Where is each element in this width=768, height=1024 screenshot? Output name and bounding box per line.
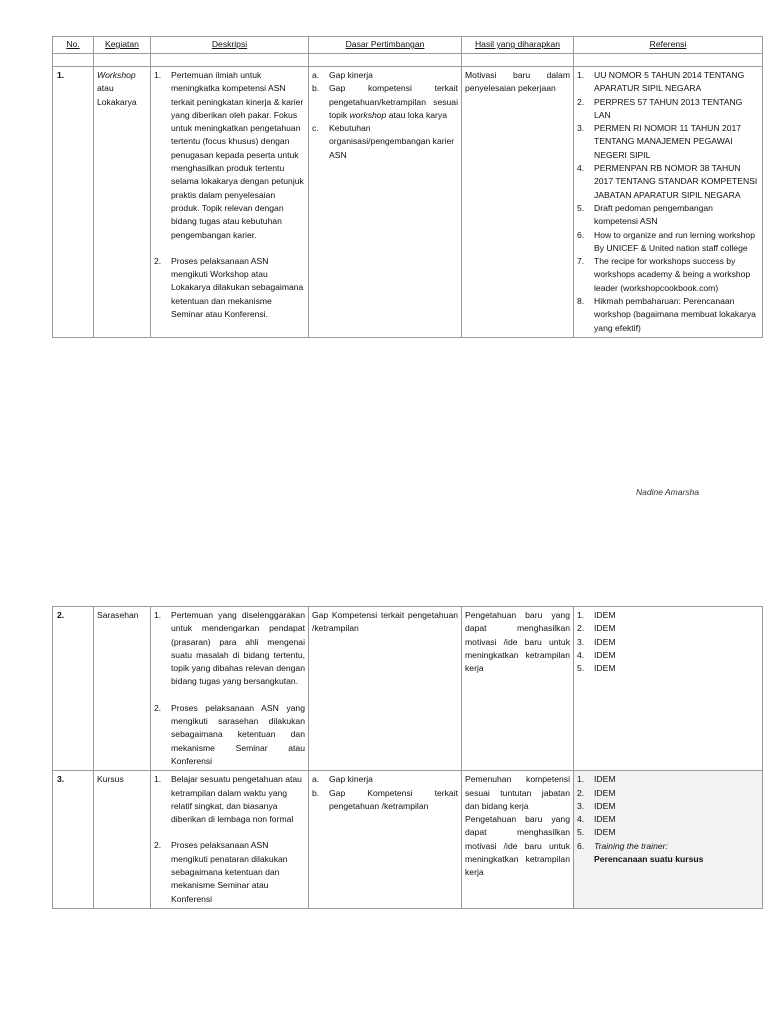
list-item: 2. PERPRES 57 TAHUN 2013 TENTANG LAN [577,96,743,120]
referensi-cell [574,771,763,909]
list-item: 1. IDEM [577,610,616,620]
kegiatan-text: atau Lokakarya [97,83,137,107]
deskripsi-cell [151,607,309,771]
list-item: 5. IDEM [577,827,616,838]
hasil-cell: Motivasi baru dalam penyelesaian pekerjaan [462,67,574,338]
list-item: 1. Belajar sesuatu pengetahuan atau ketrampilan dalam waktu yang relatif singkat, dan biasanya diberikan di lembaga non formal [154,774,302,825]
deskripsi-cell [151,771,309,909]
kegiatan-cell [94,67,151,338]
row-number: 3. [53,771,94,909]
list-item: 2. Proses pelaksanaan ASN mengikuti penataran dilakukan sebagaimana ketentuan dan mekanisme Seminar atau Konferensi [154,840,288,904]
header-hasil: Hasil yang diharapkan [462,37,574,54]
list-item: 2. Proses pelaksanaan ASN mengikuti Workshop atau Lokakarya dilakukan sebagaimana ketentuan dan mekanisme Seminar atau Konferensi. [154,255,304,320]
list-item: 4. IDEM [577,814,616,825]
list-item: 1. Pertemuan yang diselenggarakan untuk mendengarkan pendapat (prasaran) para ahli mengenai suatu masalah di bidang tertentu, topik yang dibahas relevan dengan bidang tugas yang bersangkutan. [154,610,305,687]
activity-table-2 [52,606,763,909]
row-number: 2. [53,607,94,771]
dasar-cell: Gap Kompetensi terkait pengetahuan /ketrampilan [309,607,462,771]
list-item: 2. IDEM [577,787,616,798]
list-item: 3. IDEM [577,636,616,647]
header-deskripsi: Deskripsi [151,37,309,54]
list-item: 2. IDEM [577,623,616,634]
hasil-text: Pengetahuan baru yang dapat menghasilkan motivasi /ide baru untuk meningkatkan ketrampilan kerja [465,814,570,878]
header-no: No. [53,37,94,54]
dasar-cell [309,67,462,338]
signature-text: Nadine Amarsha [636,487,699,497]
header-referensi: Referensi [574,37,763,54]
list-item: 4. IDEM [577,649,616,660]
header-kegiatan: Kegiatan [94,37,151,54]
list-item: 1. UU NOMOR 5 TAHUN 2014 TENTANG APARATUR SIPIL NEGARA [577,70,745,94]
list-item: 5. Draft pedoman pengembangan kompetensi ASN [577,202,713,227]
table-row [53,67,763,338]
hasil-cell: Pengetahuan baru yang dapat menghasilkan motivasi /ide baru untuk meningkatkan ketrampilan kerja [462,607,574,771]
list-item: 5. IDEM [577,663,616,674]
kegiatan-cell: Kursus [94,771,151,909]
hasil-text: Pemenuhan kompetensi sesuai tuntutan jabatan dan bidang kerja [465,774,570,811]
referensi-cell [574,607,763,771]
spacer-row [53,54,763,67]
list-item: 2. Proses pelaksanaan ASN yang mengikuti sarasehan dilakukan sebagaimana ketentuan dan mekanisme Seminar atau Konferensi [154,702,305,766]
list-item: b. Gap Kompetensi terkait pengetahuan /ketrampilan [312,787,458,811]
table-header-row [53,37,763,54]
list-item: a. Gap kinerja [312,70,373,80]
list-item: a. Gap kinerja [312,774,373,785]
row-number: 1. [53,67,94,338]
list-item: b. Gap kompetensi terkait pengetahuan/ketrampilan sesuai topik workshop atau loka karya [312,83,458,120]
deskripsi-cell [151,67,309,338]
list-item: 4. PERMENPAN RB NOMOR 38 TAHUN 2017 TENTANG STANDAR KOMPETENSI JABATAN APARATUR SIPIL NEGARA [577,163,758,200]
table-row [53,771,763,909]
list-item: 6. How to organize and run lerning workshop By UNICEF & United nation staff college [577,229,755,253]
list-item: 1. Pertemuan ilmiah untuk meningkatka kompetensi ASN terkait peningkatan kinerja & karier yang diberikan oleh pakar. Fokus untuk meningkatkan pengetahuan tertentu (focus khusus) dengan penugasan kepada peserta untuk menghasilkan produk tertentu selama lokakarya dengan petunjuk praktis dalam penyelesaian produk. Topik relevan dengan bidang tugas atau kebutuhan pengembangan karier. [154,70,304,240]
table-row [53,607,763,771]
list-item: 8. Hikmah pembaharuan: Perencanaan workshop (bagaimana membuat lokakarya yang efektif) [577,296,756,333]
list-item: c. Kebutuhan organisasi/pengembangan karier ASN [312,123,455,160]
kegiatan-cell: Sarasehan [94,607,151,771]
referensi-cell [574,67,763,338]
header-dasar-pertimbangan: Dasar Pertimbangan [309,37,462,54]
list-item: 3. IDEM [577,800,616,811]
dasar-cell [309,771,462,909]
hasil-cell [462,771,574,909]
list-item: 1. IDEM [577,774,616,785]
kegiatan-italic: Workshop [97,70,136,80]
activity-table-1 [52,36,763,338]
list-item: 6. Training the trainer: Perencanaan suatu kursus [577,840,704,865]
list-item: 3. PERMEN RI NOMOR 11 TAHUN 2017 TENTANG MANAJEMEN PEGAWAI NEGERI SIPIL [577,123,742,160]
list-item: 7. The recipe for workshops success by workshops academy & being a workshop leader (workshopcookbook.com) [577,256,751,293]
